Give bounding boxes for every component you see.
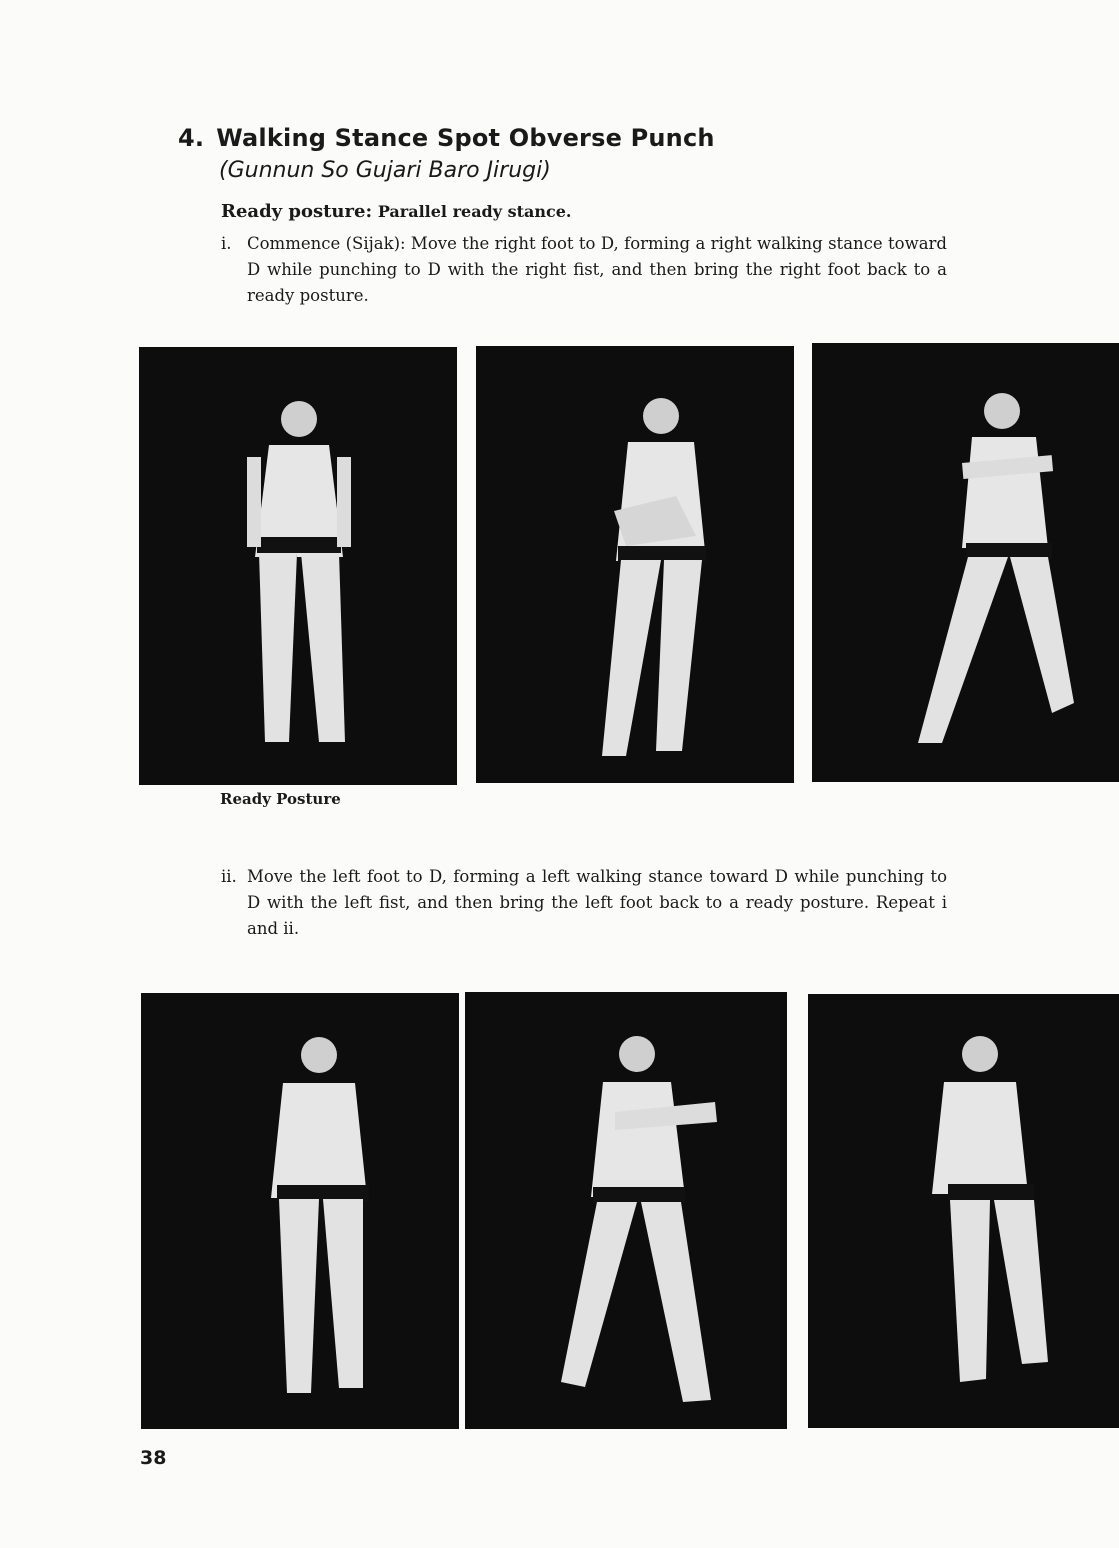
step-i-text: Commence (Sijak): Move the right foot to D, forming a right walking stance toward D while punching to D with the right fist, and then bring the right foot back to a ready posture. xyxy=(247,234,947,305)
photo-ready-posture xyxy=(139,347,457,785)
step-ii-marker: ii. xyxy=(221,867,237,886)
step-ii xyxy=(221,864,947,942)
figure-step-ii-b-image xyxy=(465,992,787,1429)
section-title-text: Walking Stance Spot Obverse Punch xyxy=(216,124,715,152)
page-number: 38 xyxy=(140,1447,167,1469)
figure-step-ii-a-image xyxy=(141,993,459,1429)
step-ii-text: Move the left foot to D, forming a left walking stance toward D while punching to D with the left fist, and then bring the left foot back to a ready posture. Repeat i and ii. xyxy=(247,867,947,938)
figure-step-i-a-image xyxy=(476,346,794,783)
photo-step-i-b xyxy=(812,343,1119,782)
ready-posture-label: Ready posture: xyxy=(221,201,373,222)
figure-step-ii-c-image xyxy=(808,994,1119,1428)
figure-step-i-b-image xyxy=(812,343,1119,782)
ready-posture-value: Parallel ready stance. xyxy=(377,202,572,221)
photo-step-ii-a xyxy=(141,993,459,1429)
photo-step-i-a xyxy=(476,346,794,783)
section-subtitle: (Gunnun So Gujari Baro Jirugi) xyxy=(219,158,551,183)
ready-posture-line xyxy=(221,201,572,222)
section-title xyxy=(178,124,715,152)
section-number: 4. xyxy=(178,124,205,152)
step-i xyxy=(221,231,947,309)
step-i-marker: i. xyxy=(221,234,232,253)
photo-step-ii-b xyxy=(465,992,787,1429)
photo-caption: Ready Posture xyxy=(220,790,341,808)
photo-step-ii-c xyxy=(808,994,1119,1428)
figure-ready-posture-image xyxy=(139,347,457,785)
